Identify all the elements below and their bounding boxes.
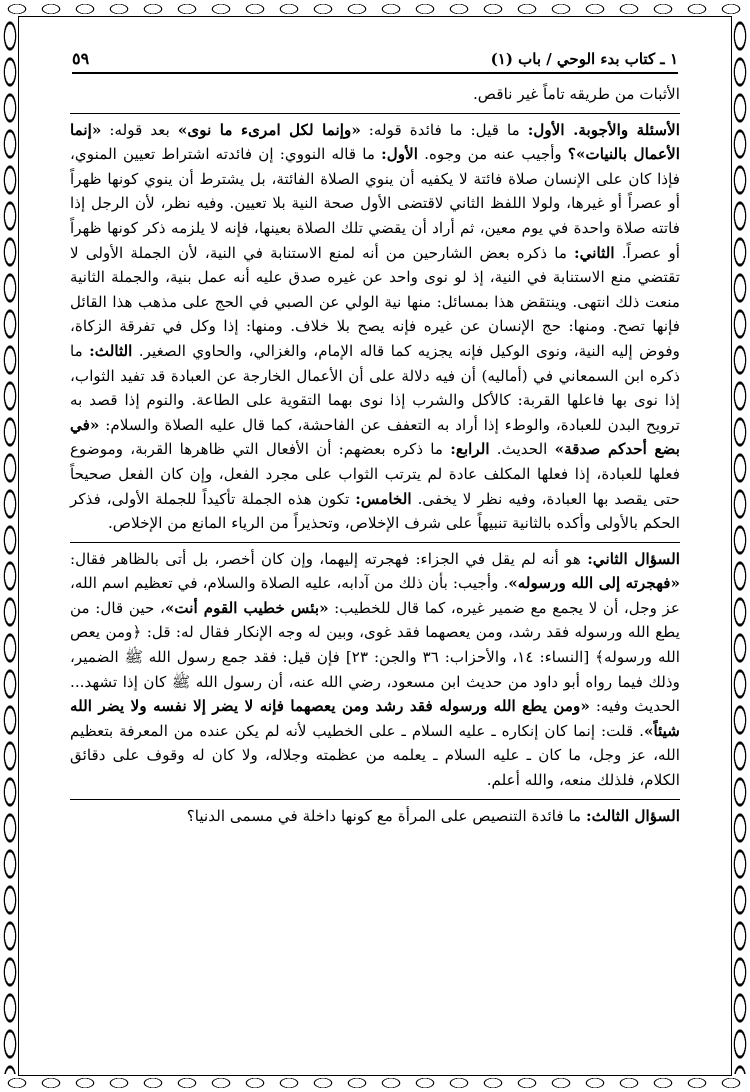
point-heading: الثالث: xyxy=(89,341,133,360)
body-text: الحديث. xyxy=(489,440,555,459)
section-separator xyxy=(70,799,680,800)
decorative-border-right xyxy=(730,18,750,1074)
body-text: ، حين قال: من يطع الله ورسوله فقد رشد، ومن يعصهما فقد غوى، وبين له وجه الإنكار فقال له: قل: ﴿ومن يعص الله ورسوله﴾ [النساء: ١٤، والأحزاب: ٣٦ والجن: ٢٣] فإن قيل: فقد جمع رسول الله ﷺ الضمير، وذلك فيما رواه أبو داود من حديث ابن مسعود، رضي الله عنه، أن رسول الله ﷺ كان إذا تشهد... الحديث وفيه: xyxy=(70,598,680,716)
heading-questions-answers: الأسئلة والأجوبة. الأول: xyxy=(527,120,680,139)
hadith-quote: «ومن يطع الله ورسوله فقد رشد ومن يعصهما فإنه لا يضر إلا نفسه ولا يضر الله شيئاً» xyxy=(70,697,680,740)
section-separator xyxy=(70,542,680,543)
chapter-title: ١ ـ كتاب بدء الوحي / باب (١) xyxy=(490,50,678,68)
body-text: ما فائدة التنصيص على المرأة مع كونها داخلة في مسمى الدنيا؟ xyxy=(186,806,586,825)
section-separator xyxy=(70,113,680,114)
body-text: ما قيل: ما فائدة قوله: xyxy=(360,120,528,139)
paragraph-second-question xyxy=(70,547,680,793)
decorative-border-bottom xyxy=(0,1074,750,1092)
body-text: ما ذكره بعض الشارحين من أنه لمنع الاستنابة في النية، لأن الجملة الأولى لا تقتضي منع الاستنابة في النية، إذ لو نوى واحد عن غيره صدق عليه أنه عمل بنية، والجملة الثانية منعت ذلك انتهى. وينتقض هذا بمسائل: منها نية الولي عن الصبي في الحج على مذهب هذا القائل فإنها تصح. ومنها: حج الإنسان عن غيره فإنه يصح بلا خلاف. ومنها: إذا وكل في تفرقة الزكاة، وفوض إليه النية، ونوى الوكيل فإنه يجزيه كما قاله الإمام، والغزالي، والحاوي الصغير. xyxy=(70,243,680,360)
hadith-quote: «بئس خطيب القوم أنت» xyxy=(164,598,329,617)
body-text: ما ذكره بعضهم: أن الأفعال التي ظاهرها القربة، وموضوع فعلها للعبادة، إذا فعلها المكلف عادة لم يترتب الثواب على مجرد الفعل، وإن كان الفعل صحيحاً حتى يقصد بها العبادة، وفيه نظر لا يخفى. xyxy=(70,440,680,508)
page-body xyxy=(70,82,680,828)
hadith-quote: «إنما الأعمال بالنيات»؟ xyxy=(70,120,680,164)
body-text: تكون هذه الجملة تأكيداً للجملة الأولى، فذكر الحكم بالأولى وأكده بالثانية تنبيهاً على شرف الإخلاص، وتحذيراً من الرياء المانع من الإخلاص. xyxy=(70,489,680,533)
running-header xyxy=(72,42,678,74)
point-heading: الرابع: xyxy=(450,440,490,459)
body-text: وأجيب عنه من وجوه. xyxy=(418,145,568,164)
body-text: بعد قوله: xyxy=(101,120,178,139)
decorative-border-left xyxy=(0,18,20,1074)
body-text: ما قاله النووي: إن فائدته اشتراط تعيين المنوي، فإذا كان على الإنسان صلاة فائتة لا يكفيه أن ينوي الصلاة الفائتة، بل يشترط أن ينوي كونها ظهراً أو عصراً أو غيرها، ولولا اللفظ الثاني لاقتضى الأول صحة النية بلا تعيين. وفيه نظر، لأن الرجل إذا فاتته صلاة واحدة في يوم معين، ثم أراد أن يقضي تلك الصلاة بعينها، فإنه لا يلزمه ذكر كونها ظهراً أو عصراً. xyxy=(70,145,680,262)
paragraph-third-question xyxy=(70,804,680,829)
paragraph-answers xyxy=(70,118,680,536)
point-heading: الخامس: xyxy=(355,489,412,508)
question-heading: السؤال الثالث: xyxy=(586,806,680,825)
question-heading: السؤال الثاني: xyxy=(587,549,680,568)
body-text: . وأجيب: بأن ذلك من آدابه، عليه الصلاة والسلام، في تعظيم اسم الله، عز وجل، أن لا يجمع مع ضمير غيره، كما قال للخطيب: xyxy=(70,574,680,617)
hadith-quote: «في بضع أحدكم صدقة» xyxy=(70,415,681,459)
point-heading: الأول: xyxy=(381,145,418,164)
body-text: . قلت: إنما كان إنكاره ـ عليه السلام ـ على الخطيب لأنه لم يكن عنده من المعرفة بتعظيم الله، عز وجل، ما كان ـ عليه السلام ـ يعلمه من عظمته وجلاله، ولا كان له وقوف على دقائق الكلام، فلذلك منعه، والله أعلم. xyxy=(70,721,680,790)
body-text: هو أنه لم يقل في الجزاء: فهجرته إليهما، وإن كان أخصر، بل أتى بالظاهر فقال: xyxy=(70,549,588,568)
point-heading: الثاني: xyxy=(574,243,615,262)
body-text: ما ذكره ابن السمعاني في (أماليه) أن فيه دلالة على أن الأعمال الخارجة عن العبادة قد تفيد الثواب، إذا نوى بها فاعلها القربة: كالأكل والشرب إذا نوى بهما التقوية على الطاعة. والنوم إذا قصد به ترويح البدن للعبادة، والوطء إذا أراد به التعفف عن الفاحشة، كما قال عليه الصلاة والسلام: xyxy=(70,341,680,434)
paragraph-intro: الأثبات من طريقه تاماً غير ناقص. xyxy=(472,85,680,103)
hadith-quote: «وإنما لكل امرىء ما نوى» xyxy=(177,120,361,139)
hadith-quote: «فهجرته إلى الله ورسوله» xyxy=(508,574,680,593)
page-number: ٥٩ xyxy=(72,49,90,68)
